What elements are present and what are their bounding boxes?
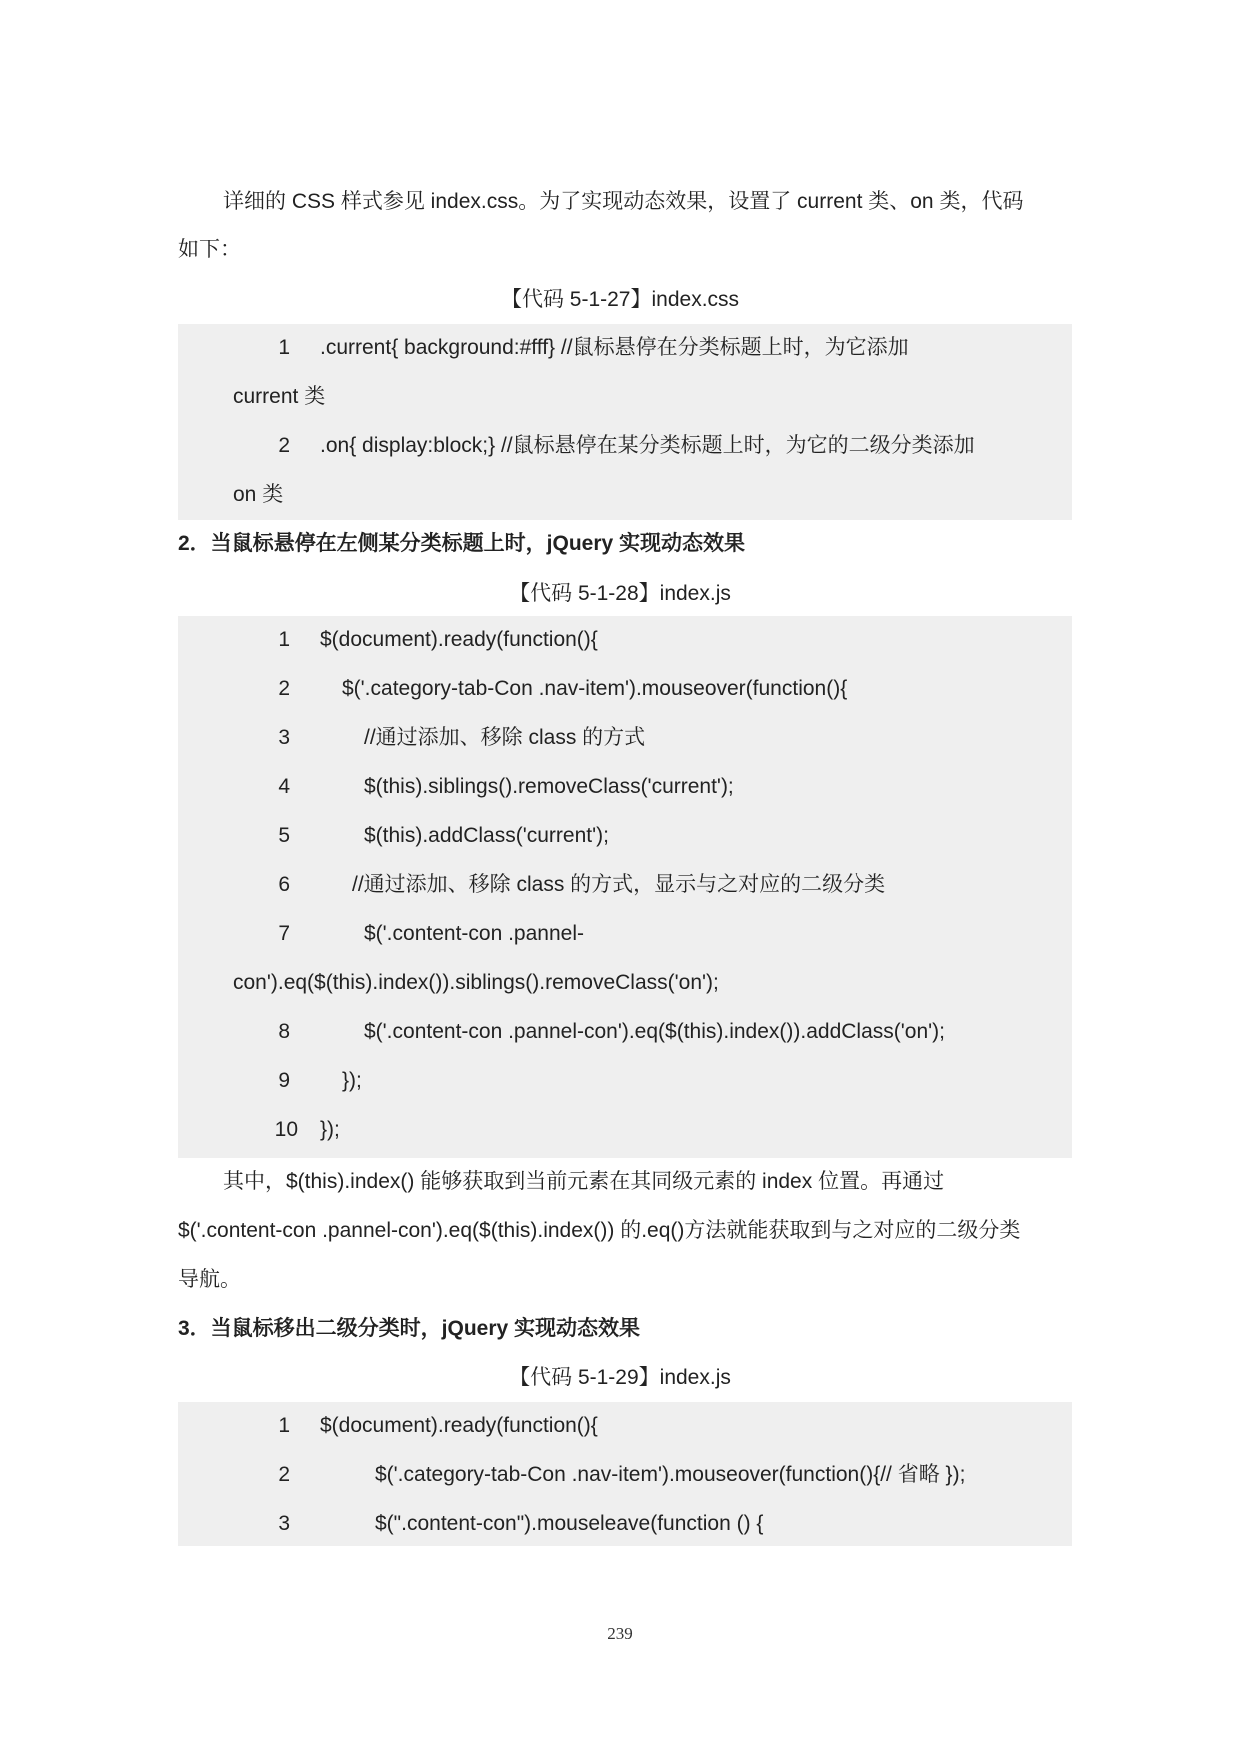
line-number: 5 — [278, 824, 290, 847]
page-number: 239 — [607, 1624, 633, 1643]
code-text: $(this).siblings().removeClass('current'); — [364, 775, 734, 798]
code-text: $(document).ready(function(){ — [320, 1414, 598, 1437]
line-number: 6 — [278, 873, 290, 896]
code-text: $(this).addClass('current'); — [364, 824, 609, 847]
code-text: .on{ display:block;} //鼠标悬停在某分类标题上时，为它的二级分类添加 — [320, 434, 975, 457]
code-caption-3: 【代码 5-1-29】index.js — [509, 1366, 731, 1389]
explain-line-2: $('.content-con .pannel-con').eq($(this).index()) 的.eq()方法就能获取到与之对应的二级分类 — [178, 1219, 1021, 1242]
explain-line-3: 导航。 — [178, 1268, 241, 1291]
line-number: 1 — [278, 1414, 290, 1437]
line-number: 4 — [278, 775, 290, 798]
section-heading-2: 2．当鼠标悬停在左侧某分类标题上时，jQuery 实现动态效果 — [178, 532, 746, 555]
code-text: //通过添加、移除 class 的方式 — [364, 726, 646, 749]
code-text-wrap: current 类 — [233, 385, 326, 408]
line-number: 3 — [278, 726, 290, 749]
code-text-wrap: on 类 — [233, 483, 284, 506]
intro-line-1: 详细的 CSS 样式参见 index.css。为了实现动态效果，设置了 current 类、on 类，代码 — [223, 190, 1024, 213]
code-block-1 — [178, 324, 1072, 520]
line-number: 1 — [278, 628, 290, 651]
code-text: }); — [342, 1069, 362, 1092]
code-text: $(".content-con").mouseleave(function () { — [375, 1512, 764, 1535]
code-block-2 — [178, 616, 1072, 1158]
section-heading-3: 3．当鼠标移出二级分类时，jQuery 实现动态效果 — [178, 1317, 641, 1340]
line-number: 9 — [278, 1069, 290, 1092]
code-caption-1: 【代码 5-1-27】index.css — [500, 288, 740, 311]
code-text: }); — [320, 1118, 340, 1141]
line-number: 7 — [278, 922, 290, 945]
code-text: $('.content-con .pannel- — [364, 922, 584, 945]
code-text: $('.category-tab-Con .nav-item').mouseover(function(){// 省略 }); — [375, 1463, 966, 1486]
code-text: $('.category-tab-Con .nav-item').mouseover(function(){ — [342, 677, 848, 700]
line-number: 2 — [278, 677, 290, 700]
intro-line-2: 如下： — [178, 238, 241, 261]
code-block-3 — [178, 1402, 1072, 1546]
code-text: $('.content-con .pannel-con').eq($(this).index()).addClass('on'); — [364, 1020, 945, 1043]
line-number: 3 — [278, 1512, 290, 1535]
line-number: 2 — [278, 434, 290, 457]
code-text: .current{ background:#fff} //鼠标悬停在分类标题上时，为它添加 — [320, 336, 909, 359]
line-number: 2 — [278, 1463, 290, 1486]
line-number: 10 — [274, 1118, 298, 1141]
line-number: 8 — [278, 1020, 290, 1043]
code-text: //通过添加、移除 class 的方式，显示与之对应的二级分类 — [352, 873, 886, 896]
code-text: $(document).ready(function(){ — [320, 628, 598, 651]
explain-line-1: 其中，$(this).index() 能够获取到当前元素在其同级元素的 index 位置。再通过 — [223, 1170, 945, 1193]
line-number: 1 — [278, 336, 290, 359]
code-caption-2: 【代码 5-1-28】index.js — [509, 582, 731, 605]
code-text-wrap: con').eq($(this).index()).siblings().removeClass('on'); — [233, 971, 719, 994]
